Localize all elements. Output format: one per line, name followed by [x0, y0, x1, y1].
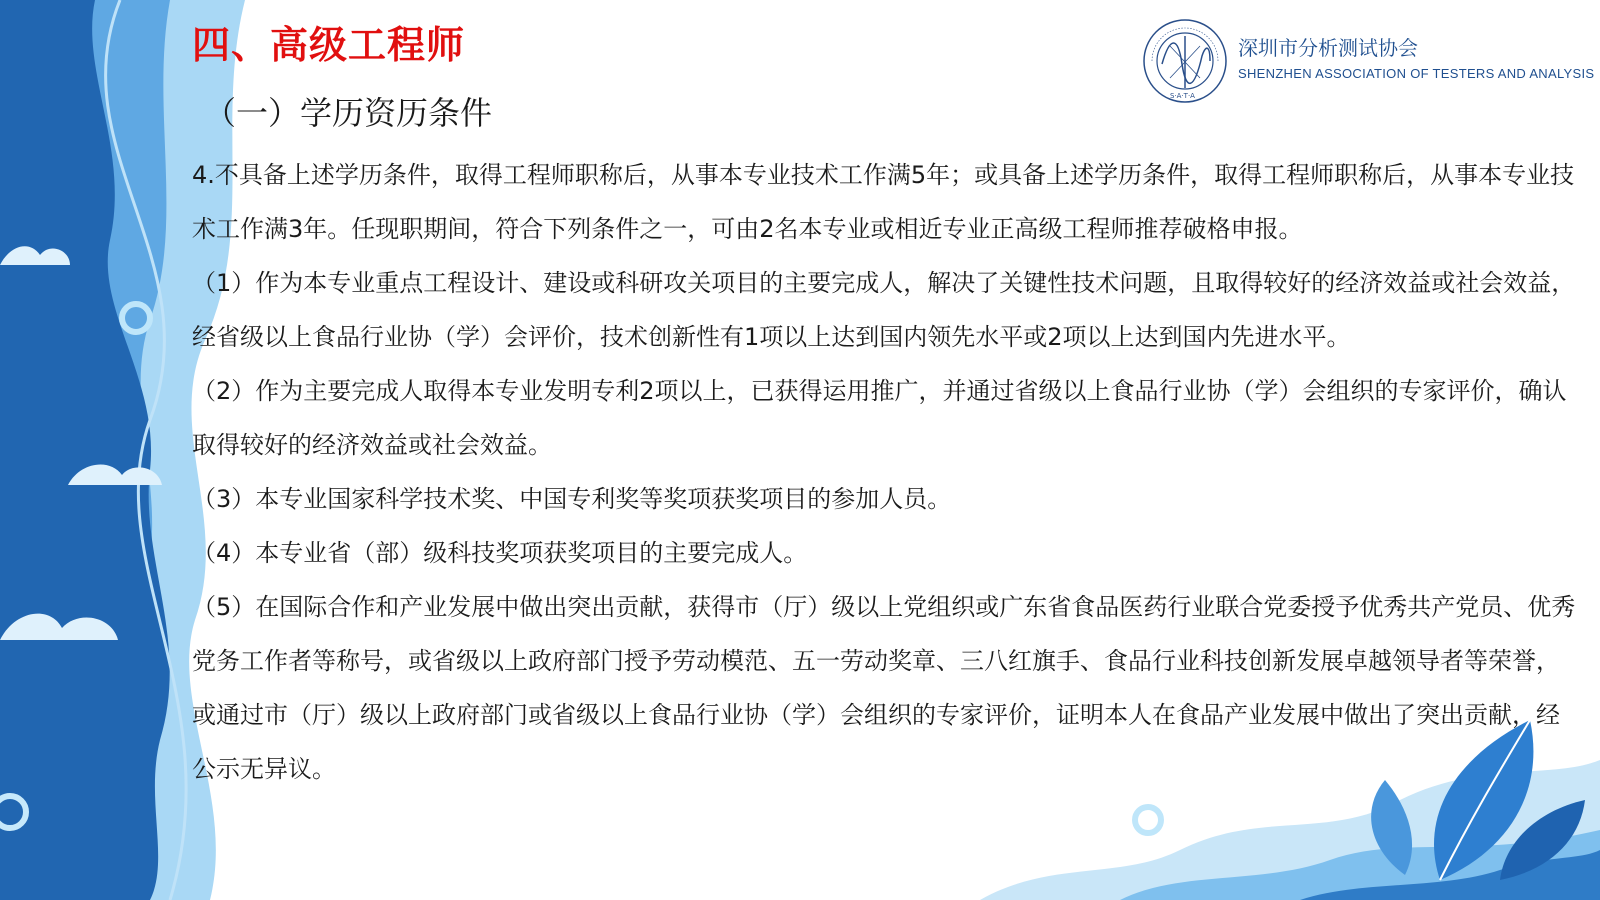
paragraph-item-2: （2）作为主要完成人取得本专业发明专利2项以上，已获得运用推广，并通过省级以上食品行业协（学）会组织的专家评价，确认取得较好的经济效益或社会效益。	[192, 377, 1567, 459]
section-subtitle: （一）学历资历条件	[204, 94, 493, 132]
paragraph-intro: 4.不具备上述学历条件，取得工程师职称后，从事本专业技术工作满5年；或具备上述学历条件，取得工程师职称后，从事本专业技术工作满3年。任现职期间，符合下列条件之一，可由2名本专业或相近专业正高级工程师推荐破格申报。	[192, 161, 1575, 243]
paragraph-item-3: （3）本专业国家科学技术奖、中国专利奖等奖项获奖项目的参加人员。	[192, 485, 952, 513]
sata-seal-icon	[1140, 16, 1230, 106]
paragraph-item-4: （4）本专业省（部）级科技奖项获奖项目的主要完成人。	[192, 539, 808, 567]
paragraph-item-5: （5）在国际合作和产业发展中做出突出贡献，获得市（厅）级以上党组织或广东省食品医药行业联合党委授予优秀共产党员、优秀党务工作者等称号，或省级以上政府部门授予劳动模范、五一劳动奖章、三八红旗手、食品行业科技创新发展卓越领导者等荣誉，或通过市（厅）级以上政府部门或省级以上食品行业协（学）会组织的专家评价，证明本人在食品产业发展中做出了突出贡献，经公示无异议。	[192, 593, 1576, 783]
svg-text:S·A·T·A: S·A·T·A	[1170, 92, 1195, 100]
page-title: 四、高级工程师	[192, 23, 466, 67]
association-name-en: SHENZHEN ASSOCIATION OF TESTERS AND ANALYSIS	[1238, 66, 1595, 81]
paragraph-item-1: （1）作为本专业重点工程设计、建设或科研攻关项目的主要完成人，解决了关键性技术问题，且取得较好的经济效益或社会效益，经省级以上食品行业协（学）会评价，技术创新性有1项以上达到国内领先水平或2项以上达到国内先进水平。	[192, 269, 1576, 351]
body-text	[192, 148, 1582, 796]
association-name-cn: 深圳市分析测试协会	[1238, 36, 1418, 60]
association-logo	[1140, 16, 1595, 106]
